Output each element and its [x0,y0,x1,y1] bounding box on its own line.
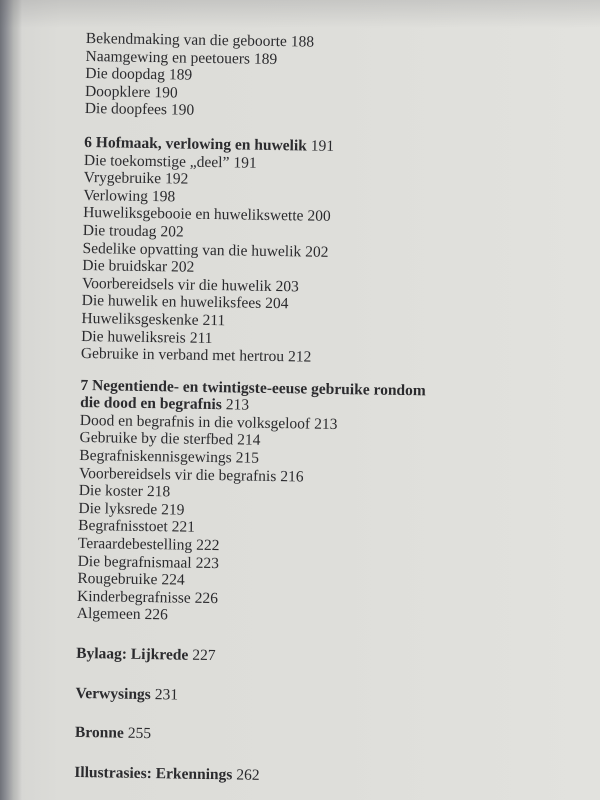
back-matter-title: Illustrasies: Erkennings [74,763,233,784]
toc-entry-page: 221 [171,518,196,537]
back-matter-title: Bylaag: Lijkrede [76,644,189,664]
book-spine-shadow [0,0,22,800]
toc-entry-page: 222 [196,536,220,555]
toc-entry-title: Begrafnisstoet [78,517,168,536]
toc-entry-title: Die koster [78,482,144,501]
toc-entry-page: 226 [194,589,219,607]
toc-entry-title: Voorbereidsels vir die huwelik [81,274,272,295]
toc-entry-title: Huweliksgebooie en huwelikswette [82,204,304,225]
toc-back-matter [74,645,576,789]
toc-entry-title: Die doopdag [85,65,166,84]
back-matter-title: Verwysings [75,684,151,703]
toc-entry-title: Teraardebestelling [77,534,193,554]
toc-entry-page: 216 [280,467,304,486]
back-matter-entry [76,645,576,670]
toc-entry-page: 202 [305,243,329,261]
toc-entry-title: Die bruidskar [82,257,168,276]
toc-entry-page: 212 [287,348,312,366]
toc-section-continued [85,30,586,126]
toc-entry-title: Bekendmaking van die geboorte [85,30,287,51]
back-matter-entry [75,685,575,710]
back-matter-entry [74,764,574,789]
toc-entry-page: 211 [189,329,213,347]
back-matter-page: 262 [236,766,260,784]
toc-entry-page: 215 [235,449,260,467]
toc-entry-title: Die huwelik en huweliksfees [81,292,262,313]
toc-entry-page: 192 [164,170,189,188]
toc-chapter-7 [77,377,581,631]
toc-entry-title: Die doopfees [84,100,168,119]
chapter-title-line-1: 7 Negentiende- en twintigste-eeuse gebruike rondom [80,376,426,400]
toc-entry-title: Doopklere [84,82,151,101]
back-matter-title: Bronne [74,724,124,742]
toc-entry-title: Begrafniskennisgewings [79,447,232,467]
chapter-page: 213 [225,396,250,414]
toc-entry-page: 224 [161,571,185,589]
toc-entry-page: 200 [307,207,331,226]
toc-entry-title: Algemeen [76,605,141,624]
top-shadow [0,0,600,28]
toc-entry-title: Sedelike opvatting van die huwelik [82,239,302,260]
toc-entry-page: 219 [161,501,185,519]
toc-entry-page: 226 [144,606,168,624]
toc-entry-title: Voorbereidsels vir die begrafnis [78,464,277,485]
toc-entry-page: 203 [275,277,299,296]
toc-entry-page: 189 [253,50,278,68]
toc-entry-page: 202 [160,223,184,241]
toc-entry-title: Dood en begrafnis in die volksgeloof [79,411,311,433]
toc-entry-title: Die huweliksreis [81,327,186,347]
toc-entry-title: Die begrafnismaal [77,552,192,572]
toc-entry-title: Vrygebruike [83,169,162,188]
toc-entry-title: Rougebruike [77,570,158,589]
chapter-title: 6 Hofmaak, verlowing en huwelik [84,133,307,155]
toc-chapter-6 [81,134,585,371]
toc-entry-page: 191 [233,153,257,172]
toc-entry-page: 218 [146,483,171,501]
table-of-contents [74,30,586,789]
chapter-title-line-2: die dood en begrafnis [80,394,222,414]
toc-entry-page: 211 [202,311,226,330]
toc-entry-page: 204 [265,295,289,313]
toc-entry-title: Die toekomstige „deel” [83,151,230,171]
toc-entry-page: 202 [170,258,195,276]
toc-entry-title: Die lyksrede [78,499,158,519]
chapter-page: 191 [310,137,335,155]
toc-entry-page: 190 [154,83,178,102]
toc-entry-page: 198 [151,187,176,206]
toc-entry-title: Naamgewing en peetouers [85,47,251,68]
toc-entry-page: 214 [237,431,261,450]
toc-entry-title: Gebruike by die sterfbed [79,429,234,449]
toc-entry-page: 189 [168,66,193,84]
toc-entry-page: 223 [195,554,220,572]
toc-entry-title: Gebruike in verband met hertrou [80,345,285,366]
back-matter-entry [75,724,575,749]
back-matter-page: 227 [192,646,216,665]
back-matter-page: 231 [154,685,179,704]
toc-entry-page: 190 [170,101,195,120]
toc-entry-title: Verlowing [83,186,149,205]
toc-entry-title: Kinderbegrafnisse [76,587,191,607]
toc-entry-page: 188 [290,33,315,51]
toc-entry-title: Die troudag [82,221,157,241]
toc-entry-title: Huweliksgeskenke [81,309,199,329]
back-matter-page: 255 [127,724,152,743]
toc-entry-page: 213 [314,415,338,433]
